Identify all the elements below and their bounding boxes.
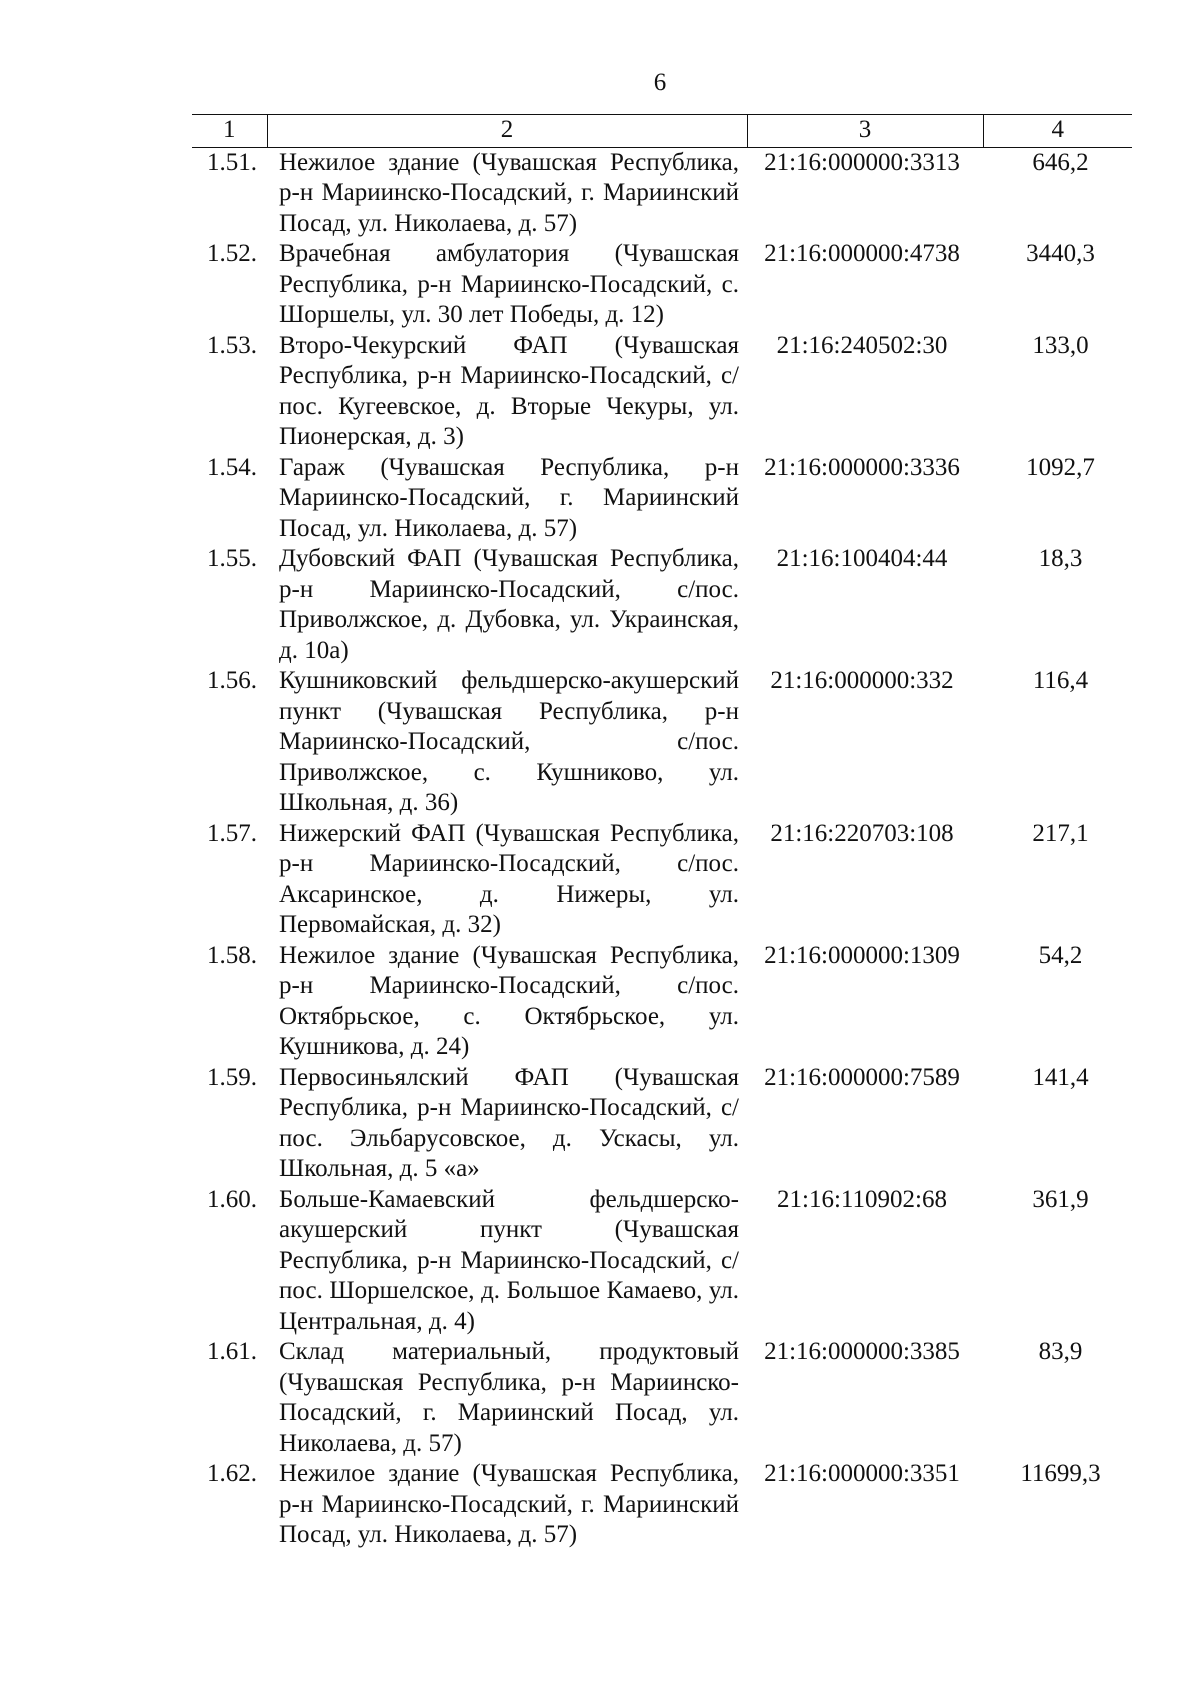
cadastral-number: 21:16:110902:68 xyxy=(777,1185,947,1213)
row-number: 1.62. xyxy=(207,1460,257,1487)
object-description: Кушниковский фельдшерско-акушерский пункт (Чувашская Республика, р-н Мариинско-Посадский, с/пос. Приволжское, с. Кушниково, ул. Школьная, д. 36) xyxy=(279,667,739,816)
object-description: Врачебная амбулатория (Чувашская Республика, р-н Мариинско-Посадский, с. Шоршелы, ул. 30 лет Победы, д. 12) xyxy=(279,240,739,328)
object-area: 217,1 xyxy=(1032,819,1089,847)
cadastral-number: 21:16:000000:3313 xyxy=(764,148,960,176)
object-description: Нежилое здание (Чувашская Республика, р-н Мариинско-Посадский, г. Мариинский Посад, ул. Николаева, д. 57) xyxy=(279,1460,739,1548)
row-number: 1.57. xyxy=(207,819,257,847)
object-description: Нежилое здание (Чувашская Республика, р-н Мариинско-Посадский, г. Мариинский Посад, ул. Николаева, д. 57) xyxy=(279,148,739,237)
row-number: 1.51. xyxy=(207,148,257,176)
cadastral-number: 21:16:100404:44 xyxy=(776,545,948,572)
row-number: 1.58. xyxy=(207,941,257,969)
object-description: Нежилое здание (Чувашская Республика, р-н Мариинско-Посадский, с/пос. Октябрьское, с. Октябрьское, ул. Кушникова, д. 24) xyxy=(279,941,739,1060)
table-row xyxy=(192,1337,1132,1459)
row-number: 1.54. xyxy=(207,453,257,481)
cadastral-number: 21:16:240502:30 xyxy=(776,331,948,359)
page-number: 6 xyxy=(653,69,667,96)
row-number: 1.52. xyxy=(207,240,257,267)
row-number: 1.60. xyxy=(207,1185,257,1213)
object-description: Первосиньялский ФАП (Чувашская Республика, р-н Мариинско-Посадский, с/пос. Эльбарусовское, д. Ускасы, ул. Школьная, д. 5 «а» xyxy=(279,1063,739,1182)
cadastral-number: 21:16:000000:332 xyxy=(770,667,954,694)
table-row xyxy=(192,147,1132,239)
table-row xyxy=(192,453,1132,545)
table-row xyxy=(192,239,1132,331)
table-row xyxy=(192,1063,1132,1185)
object-area: 83,9 xyxy=(1038,1338,1083,1365)
row-number: 1.55. xyxy=(207,545,257,572)
cadastral-number: 21:16:000000:4738 xyxy=(764,240,960,267)
object-description: Второ-Чекурский ФАП (Чувашская Республика, р-н Мариинско-Посадский, с/пос. Кугеевское, д. Вторые Чекуры, ул. Пионерская, д. 3) xyxy=(279,331,739,450)
object-area: 3440,3 xyxy=(1026,240,1095,267)
header-row xyxy=(192,115,1132,148)
property-table xyxy=(192,114,1132,1551)
cadastral-number: 21:16:220703:108 xyxy=(770,819,954,847)
object-area: 18,3 xyxy=(1038,545,1083,572)
object-area: 361,9 xyxy=(1032,1185,1089,1213)
table-row xyxy=(192,1185,1132,1338)
object-area: 646,2 xyxy=(1032,148,1089,176)
cadastral-number: 21:16:000000:1309 xyxy=(764,941,960,969)
object-description: Больше-Камаевский фельдшерско-акушерский пункт (Чувашская Республика, р-н Мариинско-Посадский, с/пос. Шоршелское, д. Большое Камаево, ул. Центральная, д. 4) xyxy=(279,1185,739,1335)
row-number: 1.61. xyxy=(207,1338,257,1365)
table-row xyxy=(192,544,1132,666)
object-area: 141,4 xyxy=(1032,1063,1089,1091)
table-row xyxy=(192,819,1132,941)
table-header xyxy=(192,115,1132,148)
header-col-2: 2 xyxy=(267,115,747,148)
table-row xyxy=(192,331,1132,453)
row-number: 1.59. xyxy=(207,1063,257,1091)
header-col-3: 3 xyxy=(747,115,983,148)
cadastral-number: 21:16:000000:3351 xyxy=(764,1460,960,1487)
cadastral-number: 21:16:000000:3385 xyxy=(764,1338,960,1365)
cadastral-number: 21:16:000000:7589 xyxy=(764,1063,960,1091)
object-description: Нижерский ФАП (Чувашская Республика, р-н Мариинско-Посадский, с/пос. Аксаринское, д. Нижеры, ул. Первомайская, д. 32) xyxy=(279,819,739,938)
header-col-4: 4 xyxy=(983,115,1132,148)
row-number: 1.56. xyxy=(207,667,257,694)
object-area: 133,0 xyxy=(1032,331,1089,359)
object-description: Дубовский ФАП (Чувашская Республика, р-н Мариинско-Посадский, с/пос. Приволжское, д. Дубовка, ул. Украинская, д. 10а) xyxy=(279,545,739,664)
object-description: Склад материальный, продуктовый (Чувашская Республика, р-н Мариинско-Посадский, г. Мариинский Посад, ул. Николаева, д. 57) xyxy=(279,1338,739,1457)
cadastral-number: 21:16:000000:3336 xyxy=(764,453,960,481)
table-body xyxy=(192,147,1132,1551)
object-area: 11699,3 xyxy=(1020,1460,1101,1487)
object-description: Гараж (Чувашская Республика, р-н Мариинско-Посадский, г. Мариинский Посад, ул. Николаева, д. 57) xyxy=(279,453,739,542)
row-number: 1.53. xyxy=(207,331,257,359)
object-area: 116,4 xyxy=(1032,667,1089,694)
table-row xyxy=(192,941,1132,1063)
object-area: 54,2 xyxy=(1038,941,1083,969)
header-col-1: 1 xyxy=(192,115,267,148)
table-row xyxy=(192,1459,1132,1551)
table-row xyxy=(192,666,1132,819)
object-area: 1092,7 xyxy=(1026,453,1095,481)
